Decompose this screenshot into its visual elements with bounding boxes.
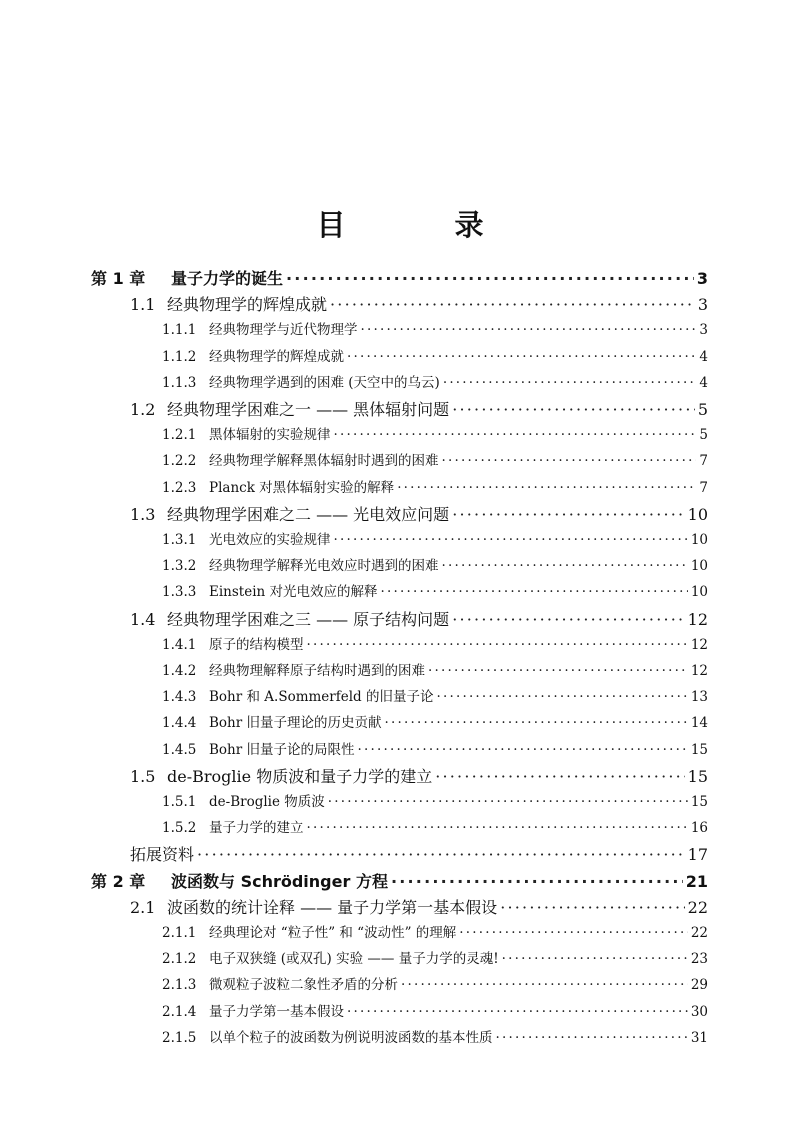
toc-entry-title: 光电效应的实验规律 — [209, 532, 331, 548]
toc-entry[interactable] — [162, 476, 708, 498]
toc-entry-title: 经典物理学的辉煌成就 — [209, 348, 344, 365]
toc-entry[interactable] — [162, 528, 708, 550]
dot-leader — [334, 532, 688, 548]
toc-entry-number: 1.4.5 — [162, 741, 197, 758]
toc-entry-page: 15 — [690, 794, 708, 810]
toc-entry[interactable] — [162, 423, 708, 445]
toc-entry[interactable] — [162, 973, 708, 995]
toc-entry-page: 22 — [690, 925, 708, 941]
toc-entry[interactable] — [162, 449, 708, 471]
toc-entry-title: 经典物理学困难之三 —— 原子结构问题 — [167, 609, 450, 629]
toc-entry-title: 电子双狭缝 (或双孔) 实验 —— 量子力学的灵魂! — [209, 951, 499, 968]
toc-entry-title: 经典物理学的辉煌成就 — [167, 295, 328, 315]
toc-entry-title: 经典理论对 “粒子性” 和 “波动性” 的理解 — [209, 925, 457, 941]
toc-entry[interactable] — [130, 842, 708, 864]
toc-entry-number: 第 1 章 — [91, 269, 146, 288]
dot-leader — [436, 689, 687, 705]
toc-entry-page: 15 — [687, 766, 708, 786]
toc-entry[interactable] — [162, 816, 708, 838]
toc-entry-page: 3 — [699, 322, 708, 339]
toc-entry-number: 1.3.3 — [162, 584, 197, 601]
dot-leader — [307, 820, 688, 836]
toc-entry[interactable] — [91, 869, 708, 891]
dot-leader — [286, 269, 694, 288]
toc-entry[interactable] — [130, 502, 708, 524]
toc-entry[interactable] — [162, 1026, 708, 1048]
toc-entry[interactable] — [130, 895, 708, 917]
toc-entry-page: 10 — [690, 532, 708, 548]
dot-leader — [452, 400, 695, 419]
toc-entry-number: 1.4.4 — [162, 715, 197, 732]
toc-entry-page: 16 — [690, 820, 708, 837]
toc-entry-page: 5 — [699, 427, 708, 444]
toc-entry[interactable] — [162, 659, 708, 681]
toc-entry-number: 1.2.3 — [162, 479, 197, 496]
toc-entry-number: 1.3.2 — [162, 558, 197, 575]
toc-entry[interactable] — [162, 947, 708, 969]
toc-entry-page: 12 — [687, 609, 708, 629]
toc-entry-title: Bohr 旧量子理论的历史贡献 — [209, 715, 382, 732]
dot-leader — [358, 742, 688, 758]
toc-entry-title: Einstein 对光电效应的解释 — [209, 584, 378, 601]
toc-entry-page: 12 — [690, 636, 708, 653]
toc-entry-number: 第 2 章 — [91, 871, 146, 891]
toc-entry[interactable] — [162, 580, 708, 602]
toc-entry-page: 4 — [699, 348, 708, 365]
toc-entry-title: 微观粒子波粒二象性矛盾的分析 — [209, 977, 398, 994]
dot-leader — [385, 715, 688, 731]
toc-entry[interactable] — [162, 738, 708, 760]
toc-entry[interactable] — [130, 764, 708, 786]
toc-entry[interactable] — [162, 371, 708, 393]
toc-entry[interactable] — [162, 711, 708, 733]
dot-leader — [500, 898, 684, 917]
toc-entry-page: 3 — [696, 269, 708, 288]
toc-entry-page: 13 — [690, 689, 708, 706]
toc-entry-number: 1.2 — [130, 400, 156, 419]
toc-entry-number: 1.5 — [130, 766, 156, 786]
toc-entry-title: 量子力学的诞生 — [171, 269, 284, 288]
toc-entry-title: 经典物理解释原子结构时遇到的困难 — [209, 663, 425, 679]
toc-entry-page: 22 — [687, 897, 708, 917]
toc-entry-title: 量子力学第一基本假设 — [209, 1003, 344, 1020]
toc-entry-number: 2.1.5 — [162, 1029, 197, 1046]
toc-entry-page: 21 — [685, 871, 708, 891]
toc-entry-number: 1.1.1 — [162, 322, 197, 339]
dot-leader — [452, 505, 684, 524]
toc-entry-page: 4 — [699, 374, 708, 391]
toc-entry-number: 1.1.3 — [162, 374, 197, 391]
page-title: 目 录 — [316, 208, 524, 242]
toc-entry-title: 经典物理学解释光电效应时遇到的困难 — [209, 558, 439, 575]
toc-entry-number: 1.1 — [130, 295, 156, 315]
toc-entry-number: 1.5.2 — [162, 820, 197, 837]
toc-entry-title: 经典物理学遇到的困难 (天空中的乌云) — [209, 374, 440, 391]
toc-entry-title: 经典物理学解释黑体辐射时遇到的困难 — [209, 453, 439, 470]
toc-entry[interactable] — [130, 292, 708, 314]
dot-leader — [347, 349, 696, 365]
toc-entry-title: 波函数的统计诠释 —— 量子力学第一基本假设 — [167, 897, 498, 917]
toc-entry[interactable] — [162, 633, 708, 655]
toc-entry-page: 10 — [687, 504, 708, 524]
dot-leader — [428, 663, 688, 679]
dot-leader — [397, 480, 696, 496]
dot-leader — [334, 427, 697, 443]
toc-entry-title: Bohr 旧量子论的局限性 — [209, 741, 355, 758]
dot-leader — [435, 767, 684, 786]
toc-entry-number: 2.1.1 — [162, 925, 197, 941]
dot-leader — [401, 977, 688, 993]
toc-entry[interactable] — [162, 685, 708, 707]
toc-entry-number: 1.4.2 — [162, 663, 197, 679]
toc-entry-title: 黑体辐射的实验规律 — [209, 427, 331, 444]
dot-leader — [330, 295, 695, 314]
toc-entry-number: 1.2.1 — [162, 427, 197, 444]
toc-entry-title: 波函数与 Schrödinger 方程 — [171, 871, 388, 891]
toc-entry-page: 5 — [697, 400, 708, 419]
toc-entry-number: 1.3 — [130, 504, 156, 524]
toc-entry-title: 经典物理学与近代物理学 — [209, 322, 358, 339]
toc-entry-title: 经典物理学困难之二 —— 光电效应问题 — [167, 504, 450, 524]
dot-leader — [442, 558, 688, 574]
toc-entry-page: 17 — [687, 845, 708, 865]
dot-leader — [197, 845, 685, 864]
toc-entry-number: 1.3.1 — [162, 532, 197, 548]
toc-entry-page: 31 — [690, 1029, 708, 1046]
toc-entry[interactable] — [130, 607, 708, 629]
toc-entry-page: 3 — [697, 295, 708, 315]
toc-entry-title: Bohr 和 A.Sommerfeld 的旧量子论 — [209, 689, 434, 706]
toc-entry[interactable] — [162, 1000, 708, 1022]
toc-entry-title: 经典物理学困难之一 —— 黑体辐射问题 — [167, 400, 450, 419]
toc-entry[interactable] — [162, 921, 708, 943]
dot-leader — [496, 1030, 688, 1046]
toc-entry[interactable] — [162, 345, 708, 367]
dot-leader — [443, 375, 697, 391]
toc-entry-title: de-Broglie 物质波 — [209, 794, 325, 810]
toc-entry-page: 7 — [699, 453, 708, 470]
dot-leader — [328, 794, 688, 810]
toc-entry-page: 15 — [690, 741, 708, 758]
toc-entry-title: 以单个粒子的波函数为例说明波函数的基本性质 — [209, 1029, 493, 1046]
toc-entry-title: de-Broglie 物质波和量子力学的建立 — [167, 766, 433, 786]
toc-entry-number: 1.1.2 — [162, 348, 197, 365]
toc-entry-page: 14 — [690, 715, 708, 732]
toc-entry-number: 1.2.2 — [162, 453, 197, 470]
toc-entry-page: 12 — [690, 663, 708, 679]
toc-entry-title: 量子力学的建立 — [209, 820, 304, 837]
dot-leader — [307, 637, 688, 653]
toc-entry[interactable] — [162, 318, 708, 340]
toc-entry-number: 2.1 — [130, 897, 156, 917]
toc-entry-title: Planck 对黑体辐射实验的解释 — [209, 479, 395, 496]
toc-entry-number: 1.4.1 — [162, 636, 197, 653]
toc-entry-page: 30 — [690, 1003, 708, 1020]
toc-entry-page: 29 — [690, 977, 708, 994]
toc-entry[interactable] — [162, 554, 708, 576]
toc-entry-number: 2.1.3 — [162, 977, 197, 994]
toc-entry-number: 1.5.1 — [162, 794, 197, 810]
toc-entry-number: 1.4.3 — [162, 689, 197, 706]
dot-leader — [361, 322, 697, 338]
toc-entry-number: 1.4 — [130, 609, 156, 629]
toc-entry-title: 拓展资料 — [130, 845, 195, 865]
dot-leader — [502, 951, 688, 967]
toc-entry-page: 10 — [690, 584, 708, 601]
dot-leader — [442, 453, 697, 469]
dot-leader — [459, 925, 688, 941]
dot-leader — [381, 584, 688, 600]
dot-leader — [347, 1004, 688, 1020]
toc-entry[interactable] — [162, 790, 708, 812]
toc-entry-title: 原子的结构模型 — [209, 636, 304, 653]
toc-entry-number: 2.1.4 — [162, 1003, 197, 1020]
toc-entry-page: 7 — [699, 479, 708, 496]
dot-leader — [391, 872, 683, 891]
toc-entry-number: 2.1.2 — [162, 951, 197, 968]
toc-entry-page: 23 — [690, 951, 708, 968]
toc-entry[interactable] — [91, 266, 708, 288]
toc-entry[interactable] — [130, 397, 708, 419]
toc-entry-page: 10 — [690, 558, 708, 575]
dot-leader — [452, 610, 684, 629]
